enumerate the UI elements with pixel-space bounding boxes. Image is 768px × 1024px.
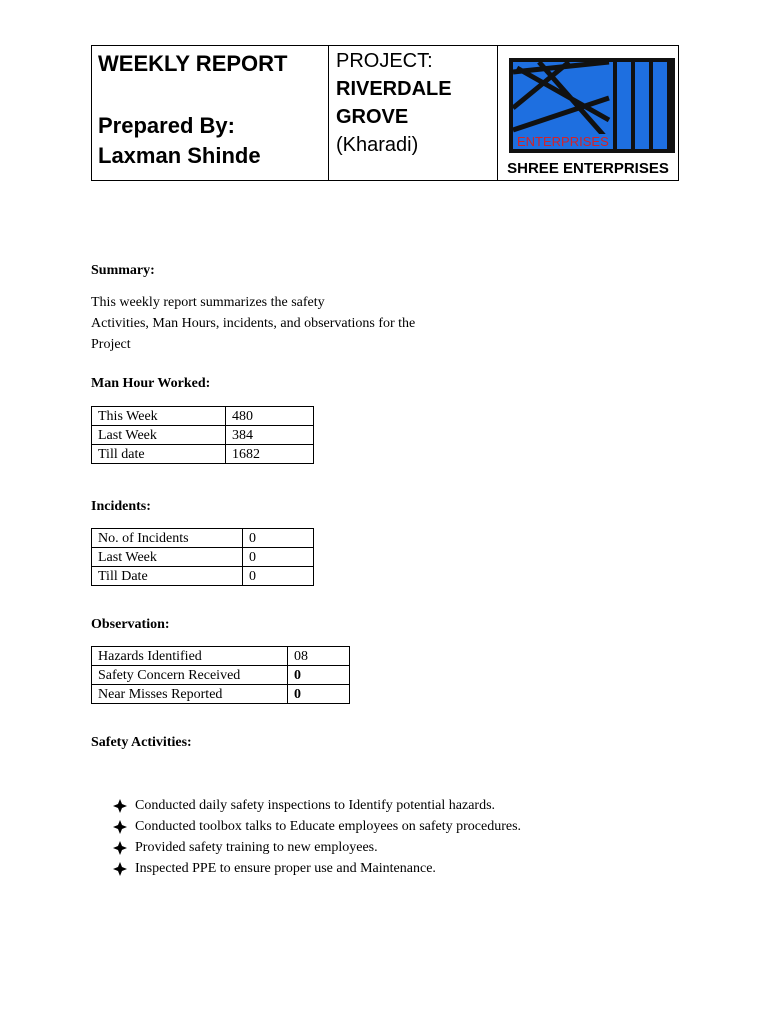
row-label: Last Week	[92, 426, 226, 445]
row-value: 0	[288, 685, 350, 704]
report-header	[91, 45, 679, 181]
prepared-by-label: Prepared By:	[98, 113, 235, 138]
logo-bar-1	[617, 62, 631, 149]
prepared-by-name: Laxman Shinde	[98, 143, 261, 168]
row-label: Till date	[92, 445, 226, 464]
safety-activities-list	[113, 795, 521, 879]
summary-line: This weekly report summarizes the safety	[91, 295, 325, 310]
activity-text: Conducted toolbox talks to Educate employees on safety procedures.	[135, 819, 522, 834]
row-value: 1682	[226, 445, 314, 464]
project-location: (Kharadi)	[336, 134, 419, 156]
report-title-cell	[92, 46, 329, 181]
row-value: 08	[288, 647, 350, 666]
project-cell	[329, 46, 498, 181]
project-label: PROJECT:	[336, 50, 433, 72]
project-name-line2: GROVE	[336, 106, 409, 128]
summary-text	[91, 292, 415, 355]
incidents-title: Incidents:	[91, 499, 151, 514]
row-label: Safety Concern Received	[92, 666, 288, 685]
row-value: 384	[226, 426, 314, 445]
diamond-bullet-icon	[113, 841, 127, 855]
diamond-bullet-icon	[113, 799, 127, 813]
table-row	[92, 647, 350, 666]
row-value: 0	[288, 666, 350, 685]
row-value: 0	[243, 529, 314, 548]
row-label: No. of Incidents	[92, 529, 243, 548]
list-item	[113, 816, 521, 837]
row-label: This Week	[92, 407, 226, 426]
table-row	[92, 407, 314, 426]
row-value: 480	[226, 407, 314, 426]
incidents-table	[91, 528, 314, 586]
list-item	[113, 795, 521, 816]
row-label: Near Misses Reported	[92, 685, 288, 704]
table-row	[92, 529, 314, 548]
activity-text: Provided safety training to new employees.	[135, 840, 378, 855]
company-name: SHREE ENTERPRISES	[507, 160, 669, 177]
row-value: 0	[243, 567, 314, 586]
row-label: Till Date	[92, 567, 243, 586]
report-title: WEEKLY REPORT	[98, 51, 288, 76]
safety-activities-title: Safety Activities:	[91, 735, 192, 750]
diamond-bullet-icon	[113, 820, 127, 834]
man-hours-title: Man Hour Worked:	[91, 376, 211, 391]
summary-line: Activities, Man Hours, incidents, and observations for the	[91, 316, 416, 331]
table-row	[92, 666, 350, 685]
list-item	[113, 837, 521, 858]
activity-text: Inspected PPE to ensure proper use and Maintenance.	[135, 861, 436, 876]
summary-line: Project	[91, 337, 131, 352]
project-name-line1: RIVERDALE	[336, 78, 452, 100]
row-value: 0	[243, 548, 314, 567]
man-hours-table	[91, 406, 314, 464]
table-row	[92, 685, 350, 704]
activity-text: Conducted daily safety inspections to Identify potential hazards.	[135, 798, 496, 813]
observation-title: Observation:	[91, 617, 170, 632]
list-item	[113, 858, 521, 879]
logo-text: ENTERPRISES	[517, 134, 609, 149]
diamond-bullet-icon	[113, 862, 127, 876]
table-row	[92, 445, 314, 464]
observation-table	[91, 646, 350, 704]
shree-enterprises-logo	[509, 58, 675, 153]
table-row	[92, 567, 314, 586]
summary-title: Summary:	[91, 263, 155, 278]
row-label: Last Week	[92, 548, 243, 567]
logo-cell	[498, 46, 679, 181]
table-row	[92, 548, 314, 567]
row-label: Hazards Identified	[92, 647, 288, 666]
table-row	[92, 426, 314, 445]
logo-bar-3	[653, 62, 667, 149]
logo-bar-2	[635, 62, 649, 149]
